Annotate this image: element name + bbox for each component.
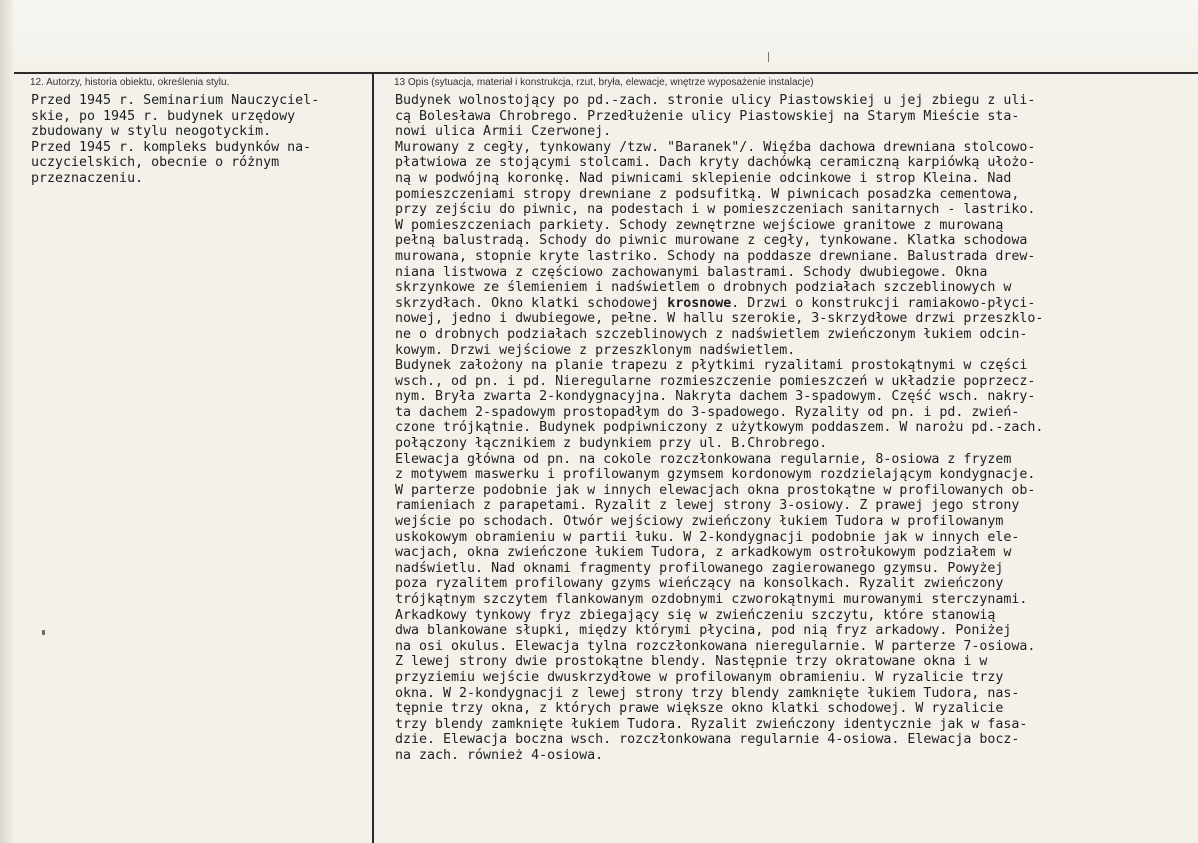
text-line: uskokowym obramieniu w partii łuku. W 2-kondygnacji podobnie jak w innych ele- [395,529,1020,545]
text-line: W parterze podobnie jak w innych elewacjach okna prostokątne w profilowanych ob- [395,482,1036,498]
text-line: połączony łącznikiem z budynkiem przy ul. B.Chrobrego. [395,436,828,452]
section-13-header: 13 Opis (sytuacja, materiał i konstrukcja, rzut, bryła, elewacje, wnętrze wyposażenie instalacje) [394,77,814,88]
text-line: ną w podwójną koronkę. Nad piwnicami sklepienie odcinkowe i strop Kleina. Nad [395,170,1012,186]
top-margin [14,0,1198,70]
ink-speck [42,630,45,635]
text-line: skrzydłach. Okno klatki schodowej krosnowe. Drzwi o konstrukcji ramiakowo-płyci- [395,295,1036,311]
text-line: nadświetlu. Nad oknami fragmenty profilowanego zagierowanego gzymsu. Powyżej [395,560,1004,576]
text-line: tępnie trzy okna, z których prawe większe okno klatki schodowej. W ryzalicie [395,701,1004,717]
text-line: ramieniach z parapetami. Ryzalit z lewej strony 3-osiowy. Z prawej jego strony [395,498,1020,514]
text-line: ne o drobnych podziałach szczeblinowych z nadświetlem zwieńczonym łukiem odcin- [395,326,1028,342]
text-line: Budynek wolnostojący po pd.-zach. stronie ulicy Piastowskiej u jej zbiegu z uli- [395,93,1036,108]
header-rule [14,72,1198,74]
text-line: na osi okulus. Elewacja tylna rozczłonkowana nieregularnie. W parterze 7-osiowa. [395,638,1036,654]
text-line: nym. Bryła zwarta 2-kondygnacyjna. Nakryta dachem 3-spadowym. Część wsch. nakry- [395,389,1036,405]
text-line: na zach. również 4-osiowa. [395,747,604,763]
text-line: W pomieszczeniach parkiety. Schody zewnętrzne wejściowe granitowe z murowaną [395,217,1004,233]
text-line: Murowany z cegły, tynkowany /tzw. "Baranek"/. Więźba dachowa drewniana stolcowo- [395,139,1036,155]
page-edge-shadow [0,0,14,843]
section-12-header: 12. Autorzy, historia obiektu, określenia stylu. [30,77,230,88]
text-line: płatwiowa ze stojącymi stolcami. Dach kryty dachówką ceramiczną karpiówką ułożo- [395,155,1036,171]
text-line: trójkątnym szczytem flankowanym ozdobnymi czworokątnymi murowanymi sterczynami. [395,592,1028,607]
text-line: trzy blendy zamknięte łukiem Tudora. Ryzalit zwieńczony identycznie jak w fasa- [395,716,1028,732]
text-line: wsch., od pn. i pd. Nieregularne rozmieszczenie pomieszczeń w układzie poprzecz- [395,373,1036,389]
text-line: Arkadkowy tynkowy fryz zbiegający się w zwieńczeniu szczytu, które stanowią [395,607,996,623]
text-line: Przed 1945 r. Seminarium Nauczyciel- [31,93,320,108]
text-line: skrzynkowe ze ślemieniem i nadświetlem o drobnych podziałach szczeblinowych w [395,280,1012,296]
text-line: zbudowany w stylu neogotyckim. [31,124,272,140]
text-line: Elewacja główna od pn. na cokole rozczłonkowana regularnie, 8-osiowa z fryzem [395,451,1012,467]
column-divider [372,73,374,843]
text-line: niana listwowa z częściowo zachowanymi balastrami. Schody dwubiegowe. Okna [395,264,988,280]
text-line: czone trójkątnie. Budynek podpiwniczony z użytkowym poddaszem. W narożu pd.-zach. [395,420,1044,436]
margin-mark [768,52,769,62]
text-line: przeznaczeniu. [31,170,144,186]
text-line: przy zejściu do piwnic, na podestach i w pomieszczeniach sanitarnych - lastriko. [395,202,1036,218]
text-line: wejście po schodach. Otwór wejściowy zwieńczony łukiem Tudora w profilowanym [395,514,1004,530]
text-line: ta dachem 2-spadowym prostopadłym do 3-spadowego. Ryzality od pn. i pd. zwień- [395,404,1020,420]
text-line: nowej, jedno i dwubiegowe, pełne. W hallu szerokie, 3-skrzydłowe drzwi przeszklo- [395,311,1044,327]
text-line: skie, po 1945 r. budynek urzędowy [31,108,296,124]
text-line: murowana, stopnie kryte lastriko. Schody na poddasze drewniane. Balustrada drew- [395,248,1036,264]
history-text [31,93,367,187]
text-line: okna. W 2-kondygnacji z lewej strony trzy blendy zamknięte łukiem Tudora, nas- [395,685,1020,701]
text-line: pełną balustradą. Schody do piwnic murowane z cegły, tynkowane. Klatka schodowa [395,233,1028,249]
text-line: kowym. Drzwi wejściowe z przeszklonym nadświetlem. [395,342,796,358]
text-line: pomieszczeniami stropy drewniane z podsufitką. W piwnicach posadzka cementowa, [395,186,1020,202]
text-line: uczycielskich, obecnie o różnym [31,155,280,171]
text-line: z motywem maswerku i profilowanym gzymsem kordonowym rozdzielającym kondygnacje. [395,467,1036,483]
text-line: Z lewej strony dwie prostokątne blendy. Następnie trzy okratowane okna i w [395,654,988,670]
text-line: przyziemiu wejście dwuskrzydłowe w profilowanym obramieniu. W ryzalicie trzy [395,669,1004,685]
text-line: dzie. Elewacja boczna wsch. rozczłonkowana regularnie 4-osiowa. Elewacja bocz- [395,732,1020,748]
text-line: poza ryzalitem profilowany gzyms wieńczący na konsolkach. Ryzalit zwieńczony [395,576,1004,592]
text-line: Budynek założony na planie trapezu z płytkimi ryzalitami prostokątnymi w części [395,358,1028,374]
text-line: nowi ulica Armii Czerwonej. [395,124,612,140]
text-line: dwa blankowane słupki, między którymi płycina, pod nią fryz arkadowy. Poniżej [395,623,1012,639]
description-text [395,93,1190,764]
text-line: cą Bolesława Chrobrego. Przedłużenie ulicy Piastowskiej na Starym Mieście sta- [395,108,1020,124]
text-line: wacjach, okna zwieńczone łukiem Tudora, z arkadkowym ostrołukowym podziałem w [395,545,1012,561]
text-line: Przed 1945 r. kompleks budynków na- [31,139,312,155]
